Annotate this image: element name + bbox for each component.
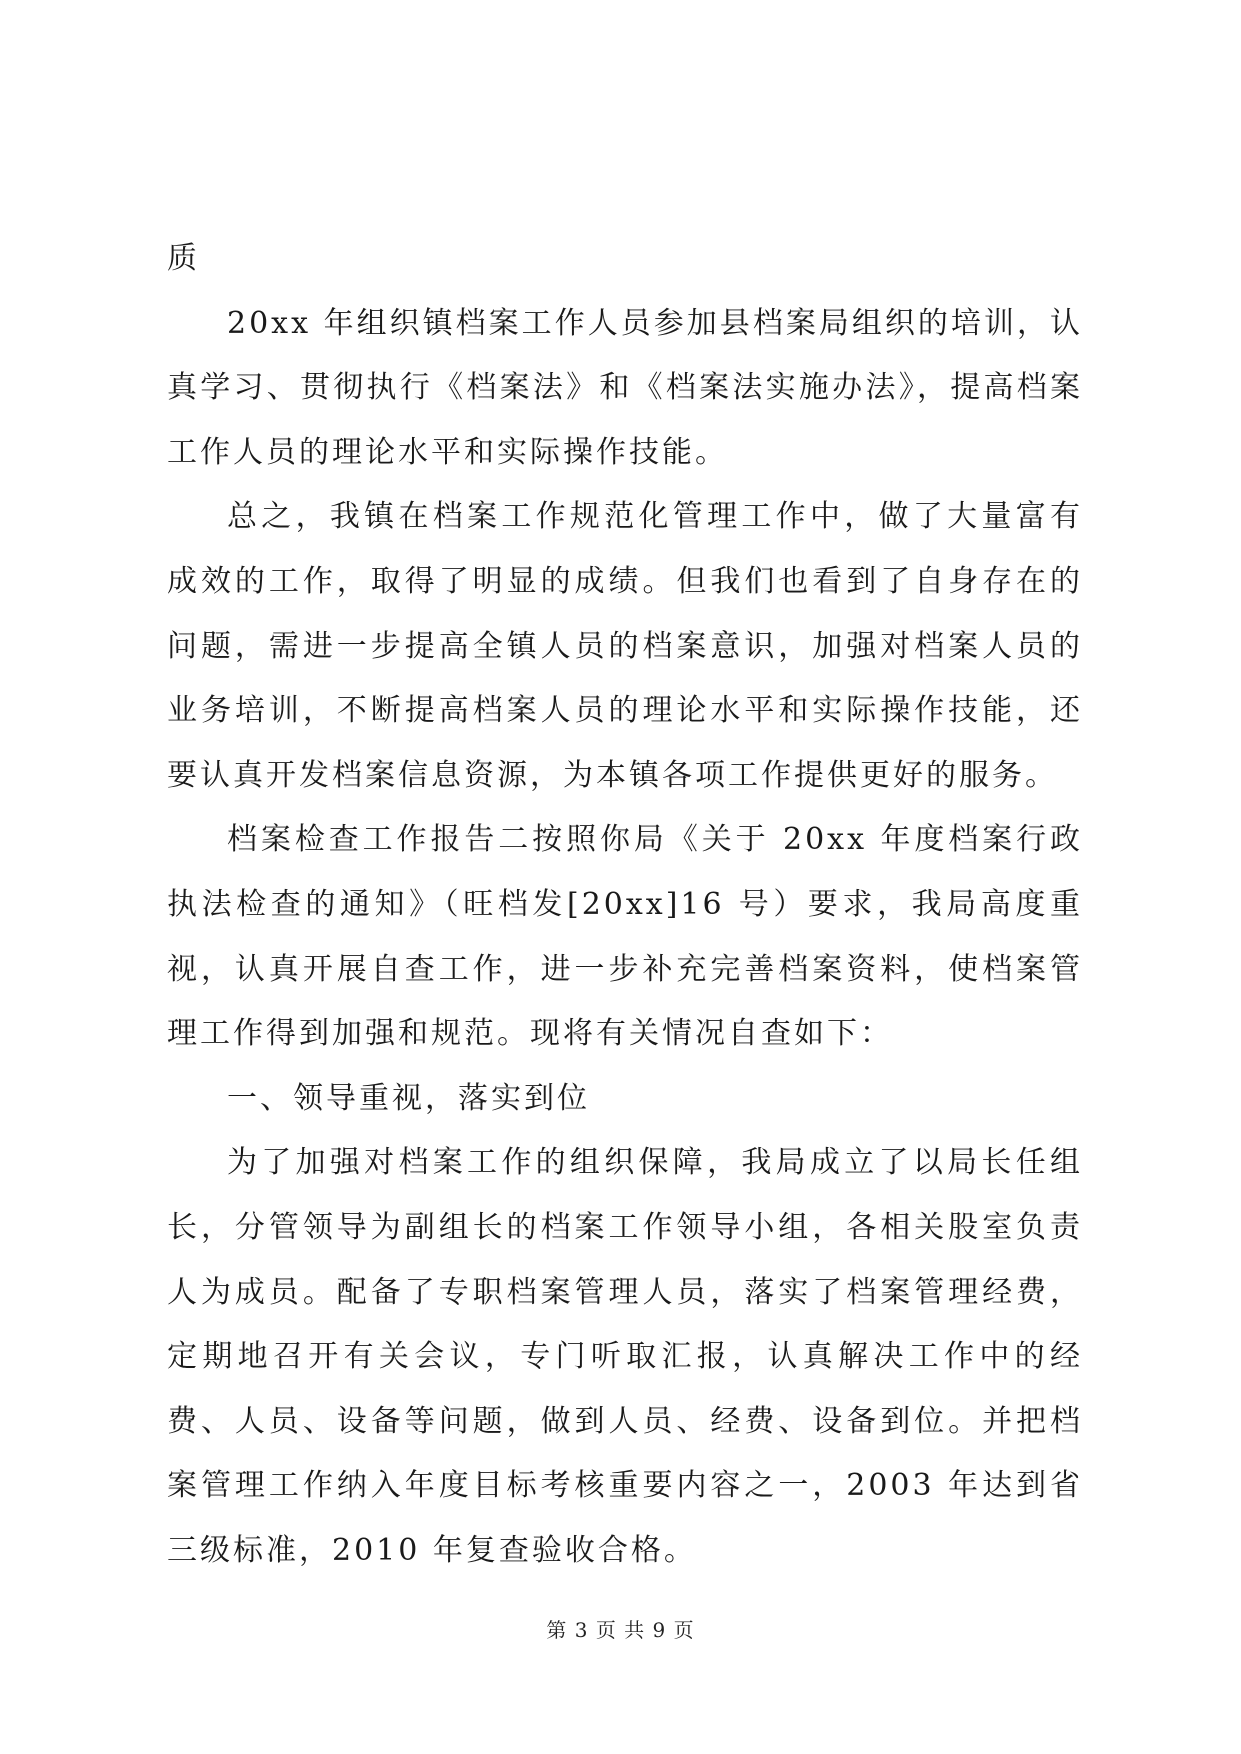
paragraph-training: 20xx 年组织镇档案工作人员参加县档案局组织的培训，认真学习、贯彻执行《档案法》和《档案法实施办法》，提高档案工作人员的理论水平和实际操作技能。 <box>167 305 1083 470</box>
document-body <box>167 227 1083 1583</box>
section-heading: 一、领导重视，落实到位 <box>227 1080 590 1116</box>
paragraph-report-intro: 档案检查工作报告二按照你局《关于 20xx 年度档案行政执法检查的通知》（旺档发[20xx]16 号）要求，我局高度重视，认真开展自查工作，进一步补充完善档案资料，使档案管理工作得到加强和规范。现将有关情况自查如下： <box>167 822 1083 1052</box>
paragraph-summary: 总之，我镇在档案工作规范化管理工作中，做了大量富有成效的工作，取得了明显的成绩。但我们也看到了自身存在的问题，需进一步提高全镇人员的档案意识，加强对档案人员的业务培训，不断提高档案人员的理论水平和实际操作技能，还要认真开发档案信息资源，为本镇各项工作提供更好的服务。 <box>167 499 1083 793</box>
paragraph-leadership: 为了加强对档案工作的组织保障，我局成立了以局长任组长，分管领导为副组长的档案工作领导小组，各相关股室负责人为成员。配备了专职档案管理人员，落实了档案管理经费，定期地召开有关会议，专门听取汇报，认真解决工作中的经费、人员、设备等问题，做到人员、经费、设备到位。并把档案管理工作纳入年度目标考核重要内容之一，2003 年达到省三级标准，2010 年复查验收合格。 <box>167 1145 1083 1568</box>
page-number-footer: 第 3 页 共 9 页 <box>546 1618 695 1642</box>
paragraph-continuation: 质 <box>167 241 200 276</box>
